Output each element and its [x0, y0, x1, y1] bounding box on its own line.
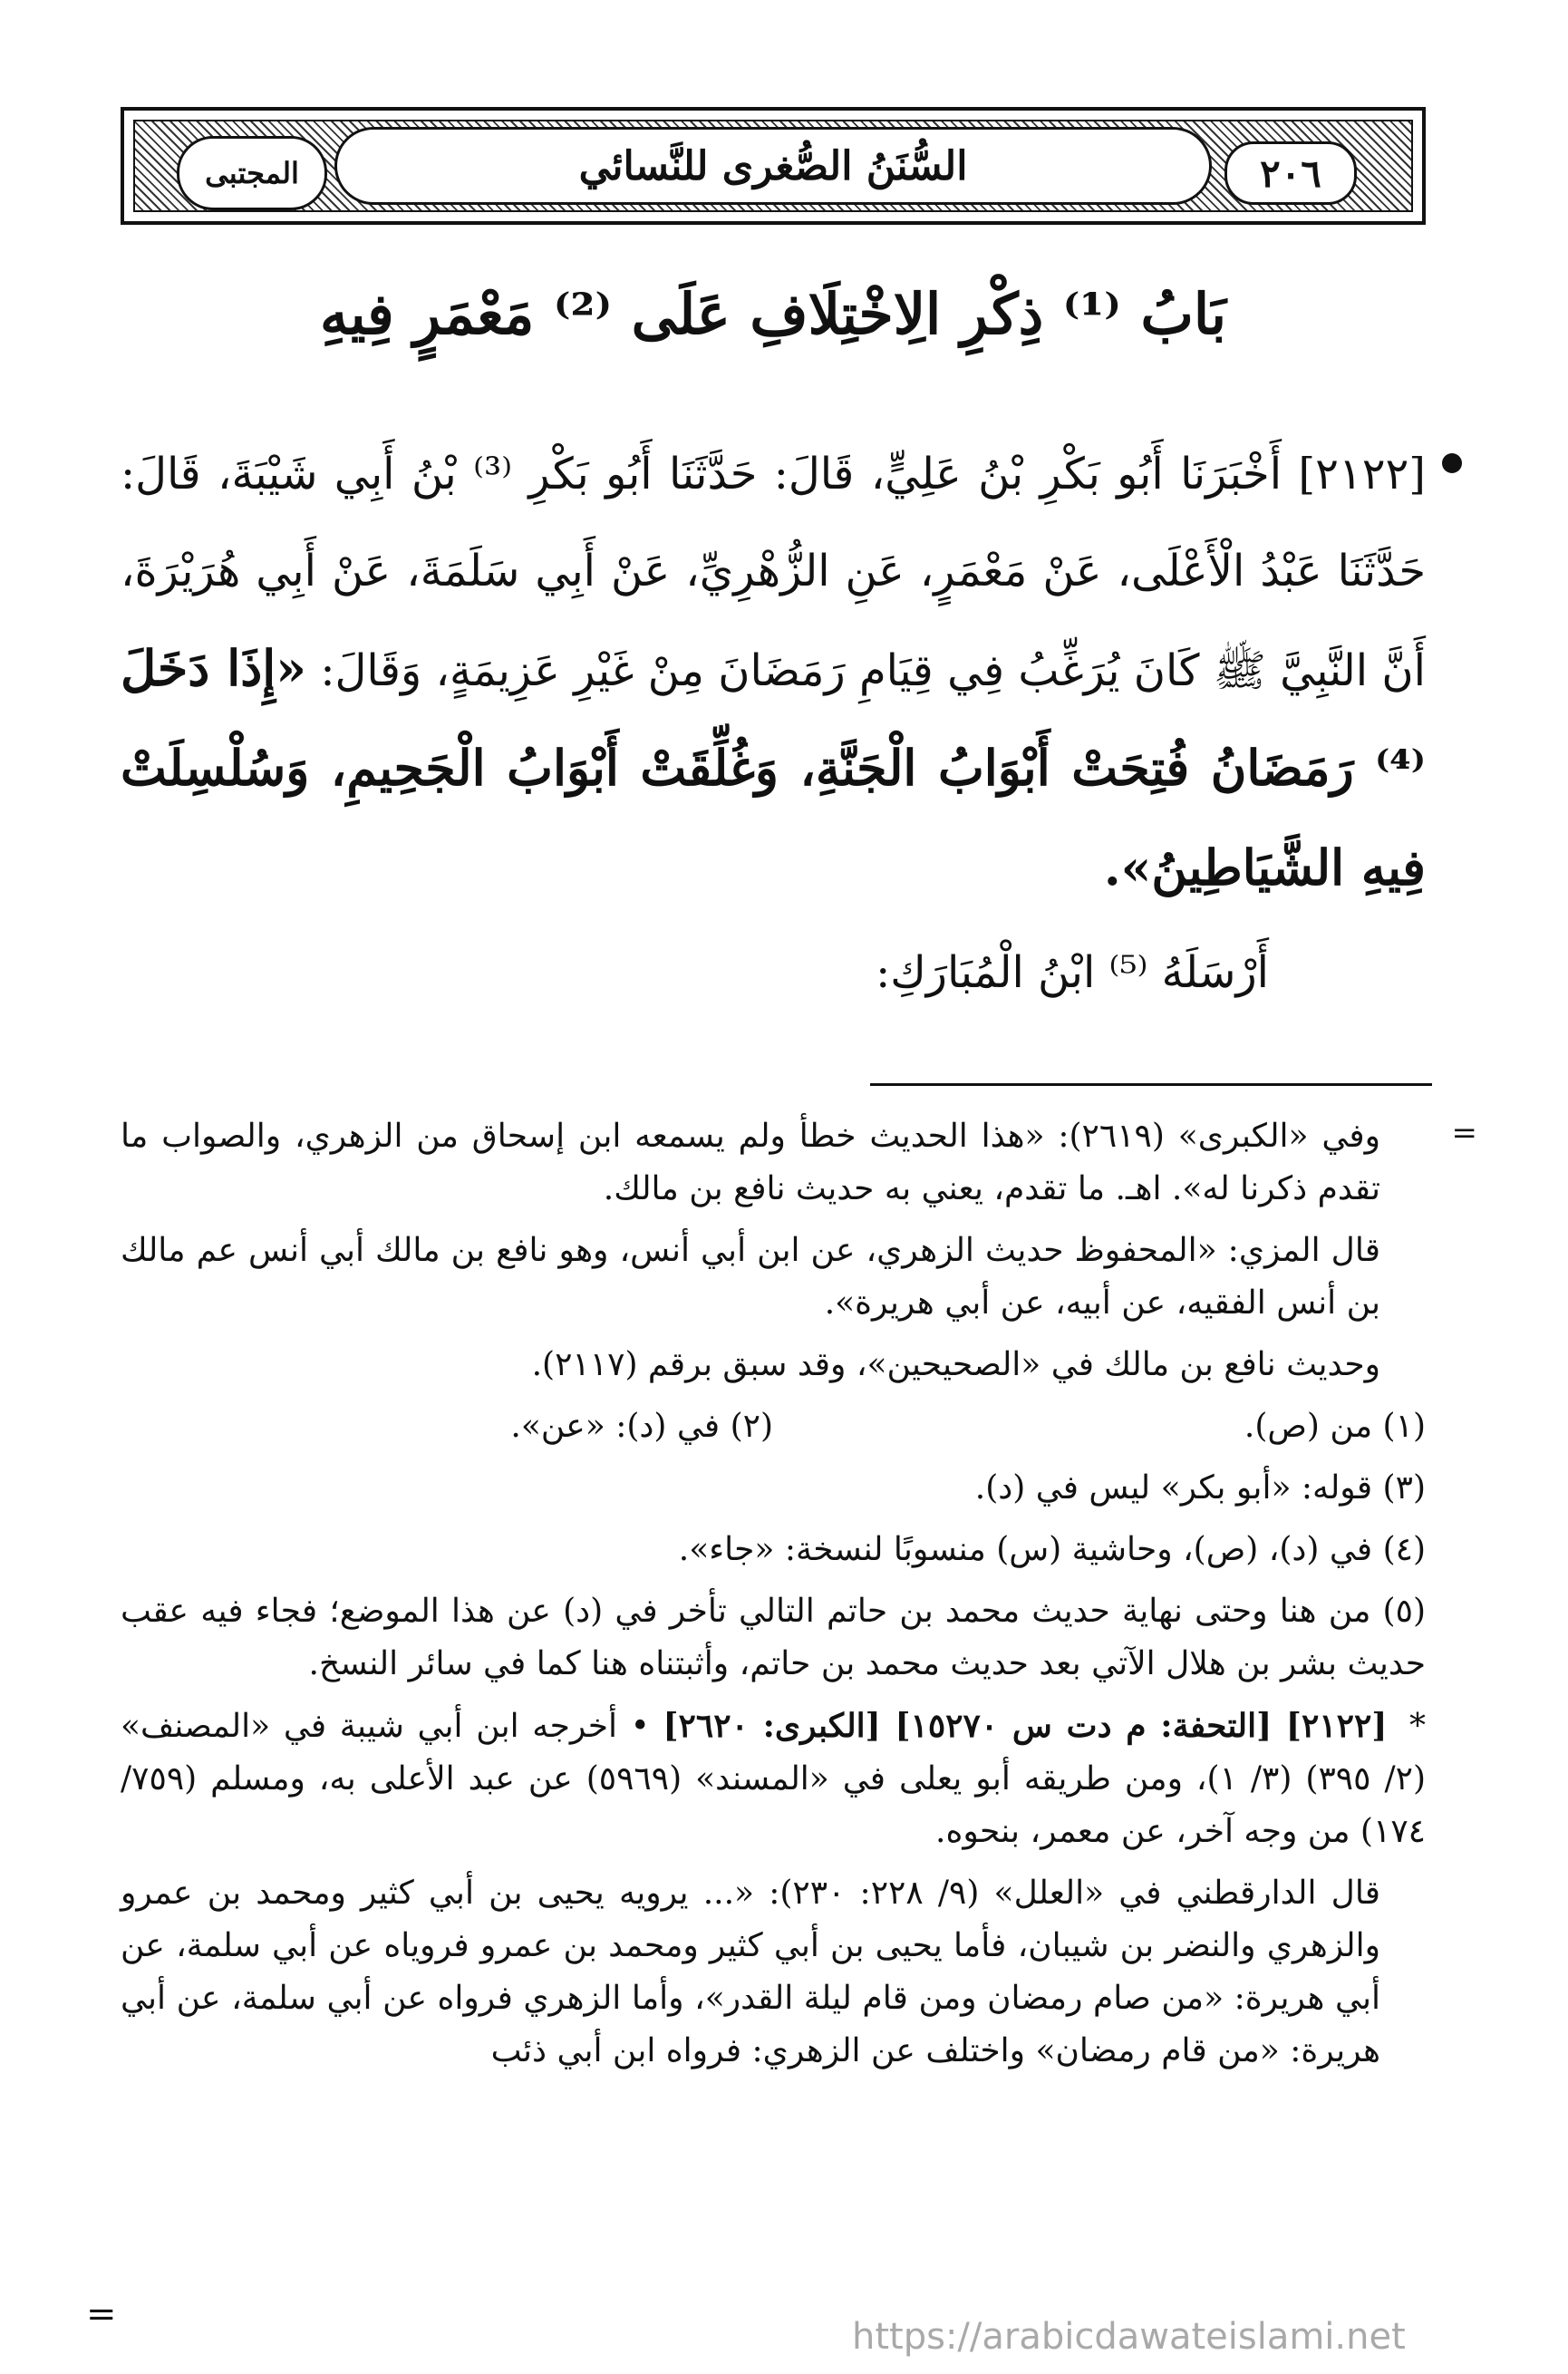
hadith-body: [121, 426, 1426, 919]
footnote-2: (٢) في (د): «عن».: [510, 1408, 773, 1445]
footnote-paragraph: وحديث نافع بن مالك في «الصحيحين»، وقد سبق برقم (٢١١٧).: [531, 1346, 1380, 1383]
footnote-paragraph: قال الدارقطني في «العلل» (٩/ ٢٢٨: ٢٣٠): «... يرويه يحيى بن أبي كثير ومحمد بن عمرو والزهري والنضر بن شيبان، فأما يحيى بن أبي كثير ومحمد بن عمرو فروياه عن أبي سلمة، عن أبي هريرة: «من صام رمضان ومن قام ليلة القدر»، وأما الزهري فرواه عن أبي سلمة، عن أبي هريرة: «من قام رمضان» واختلف عن الزهري: فرواه ابن أبي ذئب: [121, 1875, 1381, 2069]
page-header-frame: [121, 107, 1426, 225]
continuation-mark-top: =: [1451, 1115, 1477, 1151]
footnote-5: (٥) من هنا وحتى نهاية حديث محمد بن حاتم التالي تأخر في (د) عن هذا الموضع؛ فجاء فيه عقب حديث بشر بن هلال الآتي بعد حديث محمد بن حاتم، وأثبتناه هنا كما في سائر النسخ.: [121, 1593, 1426, 1682]
footnotes-section: [121, 1110, 1426, 2087]
footnote-paragraph: وفي «الكبرى» (٢٦١٩): «هذا الحديث خطأ ولم يسمعه ابن إسحاق من الزهري، والصواب ما تقدم ذكرنا له». اهـ. ما تقدم، يعني به حديث نافع بن مالك.: [121, 1118, 1380, 1207]
takhrij-note: [121, 1700, 1426, 1858]
bullet-icon: [1442, 453, 1462, 473]
footnote-4: (٤) في (د)، (ص)، وحاشية (س) منسوبًا لنسخة: «جاء».: [678, 1531, 1426, 1568]
book-title: السُّنَنُ الصُّغرى للنَّسائي: [578, 142, 968, 189]
footnote-paragraph: قال المزي: «المحفوظ حديث الزهري، عن ابن أبي أنس، وهو نافع بن مالك أبي أنس عم مالك بن أنس الفقيه، عن أبيه، عن أبي هريرة».: [121, 1232, 1380, 1322]
header-cartouche: [334, 127, 1212, 205]
footnote-separator: [870, 1083, 1432, 1086]
footnote-row: [121, 1400, 1426, 1453]
hadith-isnad: [٢١٢٢] أَخْبَرَنَا أَبُو بَكْرِ بْنُ عَلِيٍّ، قَالَ: حَدَّثَنَا أَبُو بَكْرِ ⁽³⁾ بْنُ أَبِي شَيْبَةَ، قَالَ: حَدَّثَنَا عَبْدُ الْأَعْلَى، عَنْ مَعْمَرٍ، عَنِ الزُّهْرِيِّ، عَنْ أَبِي سَلَمَةَ، عَنْ أَبِي هُرَيْرَةَ، أَنَّ النَّبِيَّ ﷺ كَانَ يُرَغِّبُ فِي قِيَامِ رَمَضَانَ مِنْ غَيْرِ عَزِيمَةٍ، وَقَالَ:: [121, 449, 1427, 696]
asterisk-icon: *: [1409, 1708, 1427, 1745]
takhrij-reference: [٢١٢٢] [التحفة: م دت س ١٥٢٧٠] [الكبرى: ٢٦٢٠]: [663, 1707, 1388, 1745]
ornamental-border: [133, 120, 1413, 212]
footnote-1: (١) من (ص).: [1244, 1408, 1426, 1445]
continuation-mark-bottom: =: [86, 2293, 117, 2335]
page-number: ٢٠٦: [1224, 141, 1357, 205]
footnote-3: (٣) قوله: «أبو بكر» ليس في (د).: [974, 1469, 1426, 1507]
book-seal-emblem: المجتبى: [177, 136, 327, 210]
watermark-url: https://arabicdawateislami.net: [852, 2316, 1406, 2358]
takhrij-text: • أخرجه ابن أبي شيبة في «المصنف» (٢/ ٣٩٥) (٣/ ١)، ومن طريقه أبو يعلى في «المسند» (٥٩٦٩) عن عبد الأعلى به، ومسلم (٧٥٩/ ١٧٤) من وجه آخر، عن معمر، بنحوه.: [121, 1708, 1426, 1850]
hadith-sent-by: أَرْسَلَهُ ⁽⁵⁾ ابْنُ الْمُبَارَكِ:: [876, 947, 1269, 998]
chapter-heading: بَابُ ⁽¹⁾ ذِكْرِ الِاخْتِلَافِ عَلَى ⁽²⁾ مَعْمَرٍ فِيهِ: [320, 281, 1226, 347]
hadith-matn: «إِذَا دَخَلَ ⁽⁴⁾ رَمَضَانُ فُتِحَتْ أَبْوَابُ الْجَنَّةِ، وَغُلِّقَتْ أَبْوَابُ الْجَحِيمِ، وَسُلْسِلَتْ فِيهِ الشَّيَاطِينُ».: [121, 639, 1426, 896]
